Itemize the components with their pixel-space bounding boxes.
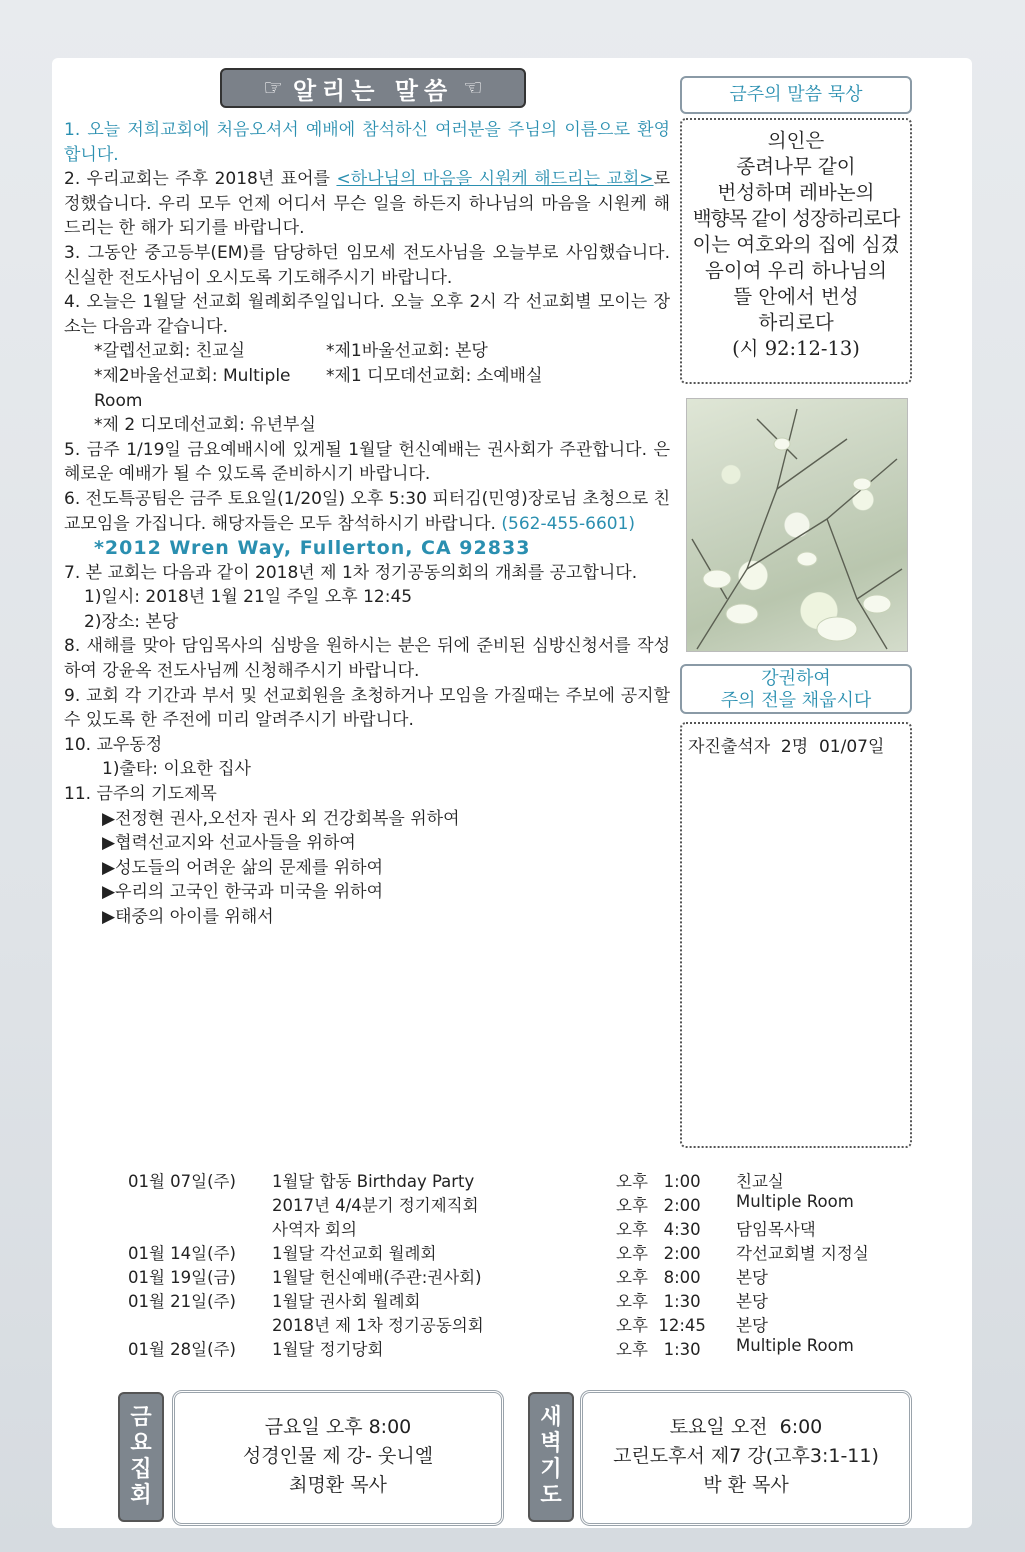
dawn-prayer-label: 새벽기도 [528, 1392, 574, 1522]
friday-topic: 성경인물 제 강- 웃니엘 [242, 1445, 434, 1467]
encourage-header: 강권하여 주의 전을 채웁시다 [680, 664, 912, 714]
meeting-date: 1)일시: 2018년 1월 21일 주일 오후 12:45 [84, 587, 413, 608]
prayer-item: ▶협력선교지와 선교사들을 위하여 [102, 833, 356, 854]
table-row: 사역자 회의 오후 4:30 담임목사댁 [272, 1220, 816, 1239]
mission-room: *갈렙선교회: 친교실 [94, 341, 246, 362]
prayer-item: ▶태중의 아이를 위해서 [102, 907, 274, 927]
meditation-header: 금주의 말씀 묵상 [680, 76, 912, 114]
notice-item: 10. 교우동정 [64, 734, 163, 755]
notice-item: 11. 금주의 기도제목 [64, 784, 217, 805]
verse-reference: (시 92:12-13) [732, 337, 860, 360]
notice-list [64, 118, 670, 930]
mission-room-row [64, 364, 670, 413]
pointing-hand-left-icon: ☜ [463, 75, 483, 101]
friday-speaker: 최명환 목사 [289, 1474, 387, 1496]
pointing-hand-right-icon: ☞ [263, 75, 283, 101]
verse-line: 뜰 안에서 번성 [733, 285, 859, 308]
prayer-item: ▶전정현 권사,오선자 권사 외 건강회복을 위하여 [102, 808, 460, 829]
table-row: 01월 21일(주) 1월달 권사회 월례회 오후 1:30 본당 [128, 1292, 768, 1311]
schedule-table [116, 1156, 910, 1380]
notice-item: 6. 전도특공팀은 금주 토요일(1/20일) 오후 5:30 피터김(민영)장로님 초청으로 친교모임을 가집니다. 해당자들은 모두 참석하시기 바랍니다. (562-455-6601) [64, 488, 670, 534]
notice-item: 4. 오늘은 1월달 선교회 월례회주일입니다. 오늘 오후 2시 각 선교회별 모이는 장소는 다음과 같습니다. [64, 292, 670, 337]
dawn-topic: 고린도후서 제7 강(고후3:1-11) [613, 1445, 879, 1467]
mission-room: *제1 디모데선교회: 소예배실 [326, 365, 543, 386]
notice-item: 9. 교회 각 기간과 부서 및 선교회원을 초청하거나 모임을 가질때는 주보에 공지할 수 있도록 한 주전에 미리 알려주시기 바랍니다. [64, 685, 670, 731]
notice-item: 1. 오늘 저희교회에 처음오셔서 예배에 참석하신 여러분을 주님의 이름으로 환영합니다. [64, 120, 670, 165]
member-news: 1)출타: 이요한 집사 [102, 759, 251, 780]
table-row: 01월 14일(주) 1월달 각선교회 월례회 오후 2:00 각선교회별 지정실 [128, 1244, 869, 1263]
motto-link[interactable]: <하나님의 마음을 시원케 해드리는 교회> [336, 169, 654, 190]
dawn-speaker: 박 환 목사 [703, 1474, 789, 1496]
notice-title-bar [220, 68, 526, 108]
mission-room: *제1바울선교회: 본당 [326, 341, 488, 362]
notice-item: 2. 우리교회는 주후 2018년 표어를 <하나님의 마음을 시원케 해드리는 교회>로 정했습니다. 우리 모두 언제 어디서 무슨 일을 하든지 하나님의 마음을 시원케 해드리는 한 해가 되기를 바랍니다. [64, 169, 670, 239]
mission-room: *제2바울선교회: Multiple Room [94, 365, 291, 411]
address: *2012 Wren Way, Fullerton, CA 92833 [94, 537, 531, 560]
dawn-time: 토요일 오전 6:00 [669, 1416, 823, 1438]
notice-item: 3. 그동안 중고등부(EM)를 담당하던 임모세 전도사님을 오늘부로 사임했습니다. 신실한 전도사님이 오시도록 기도해주시기 바랍니다. [64, 242, 670, 288]
mission-room-row [64, 339, 670, 364]
notice-item: 7. 본 교회는 다음과 같이 2018년 제 1차 정기공동의회의 개최를 공고합니다. [64, 562, 638, 583]
branch-illustration [687, 399, 909, 653]
meditation-verse-box [680, 118, 912, 384]
verse-line: 음이여 우리 하나님의 [705, 259, 887, 282]
verse-line: 이는 여호와의 집에 심겼 [692, 233, 900, 256]
mission-room: *제 2 디모데선교회: 유년부실 [94, 415, 316, 436]
table-row: 2017년 4/4분기 정기제직회 오후 2:00 Multiple Room [272, 1192, 854, 1215]
table-row: 01월 07일(주) 1월달 합동 Birthday Party 오후 1:00 친교실 [128, 1172, 784, 1191]
table-row: 2018년 제 1차 정기공동의회 오후 12:45 본당 [272, 1316, 768, 1335]
phone-number: (562-455-6601) [501, 513, 636, 534]
attendance-box [680, 722, 912, 1148]
verse-line: 번성하며 레바논의 [717, 181, 875, 204]
notice-title: 알리는 말씀 [292, 76, 454, 105]
notice-item: 8. 새해를 맞아 담임목사의 심방을 원하시는 분은 뒤에 준비된 심방신청서를 작성하여 강윤옥 전도사님께 신청해주시기 바랍니다. [64, 636, 670, 682]
prayer-item: ▶우리의 고국인 한국과 미국을 위하여 [102, 882, 384, 903]
prayer-item: ▶성도들의 어려운 삶의 문제를 위하여 [102, 857, 384, 878]
table-row: 01월 19일(금) 1월달 헌신예배(주관:권사회) 오후 8:00 본당 [128, 1268, 768, 1287]
table-row: 01월 28일(주) 1월달 정기당회 오후 1:30 Multiple Room [128, 1336, 854, 1359]
magnolia-photo [686, 398, 908, 652]
meeting-place: 2)장소: 본당 [84, 611, 179, 632]
attendance-text: 자진출석자 2명 01/07일 [688, 737, 885, 757]
notice-item: 5. 금주 1/19일 금요예배시에 있게될 1월달 헌신예배는 권사회가 주관합니다. 은혜로운 예배가 될 수 있도록 준비하시기 바랍니다. [64, 439, 670, 485]
verse-line: 백향목 같이 성장하리로다 [692, 207, 900, 230]
verse-line: 하리로다 [758, 311, 834, 334]
verse-line: 종려나무 같이 [736, 155, 856, 178]
friday-meeting-box [172, 1390, 504, 1526]
friday-meeting-label: 금요집회 [118, 1392, 164, 1522]
dawn-prayer-box [580, 1390, 912, 1526]
verse-line: 의인은 [767, 129, 825, 152]
friday-time: 금요일 오후 8:00 [264, 1416, 412, 1438]
